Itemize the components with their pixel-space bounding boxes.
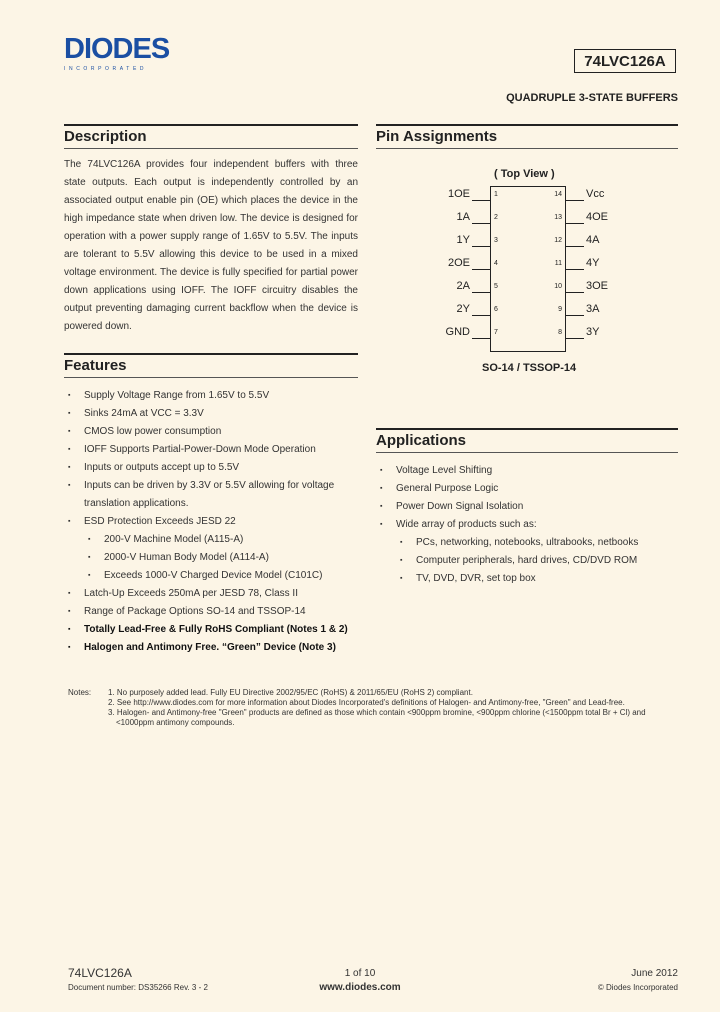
right-pin-number: 10: [554, 283, 562, 290]
list-item: ▪ Halogen and Antimony Free. “Green” Device (Note 3): [64, 639, 358, 657]
features-list: [64, 387, 358, 657]
right-pin-lead: [566, 338, 584, 339]
left-pin-number: 1: [494, 191, 498, 198]
left-pin-number: 7: [494, 329, 498, 336]
left-pin-number: 2: [494, 214, 498, 221]
left-pin-name: 2OE: [447, 257, 470, 269]
left-pin-lead: [472, 200, 490, 201]
pinout-diagram: [376, 160, 678, 380]
list-item: ▪ Latch-Up Exceeds 250mA per JESD 78, Class II: [64, 585, 358, 603]
footer-date: June 2012: [631, 968, 678, 979]
right-pin-lead: [566, 246, 584, 247]
list-item: ▪ Totally Lead-Free & Fully RoHS Compliant (Notes 1 & 2): [64, 621, 358, 639]
list-item: ▪ ESD Protection Exceeds JESD 22: [64, 513, 358, 531]
list-item: ▪ Range of Package Options SO-14 and TSSOP-14: [64, 603, 358, 621]
list-item: ▪ Computer peripherals, hard drives, CD/DVD ROM: [376, 552, 678, 570]
right-pin-number: 8: [558, 329, 562, 336]
left-pin-name: 2A: [456, 280, 470, 292]
list-item: ▪ General Purpose Logic: [376, 480, 678, 498]
list-item: ▪ Inputs or outputs accept up to 5.5V: [64, 459, 358, 477]
left-pin-name: 1OE: [447, 188, 470, 200]
right-pin-lead: [566, 200, 584, 201]
right-pin-name: 4A: [586, 234, 600, 246]
left-pin-lead: [472, 246, 490, 247]
note-line: <1000ppm antimony compounds.: [116, 718, 235, 727]
list-item: ▪ 2000-V Human Body Model (A114-A): [64, 549, 358, 567]
note-line: 1. No purposely added lead. Fully EU Directive 2002/95/EC (RoHS) & 2011/65/EU (RoHS 2) compliant.: [108, 688, 473, 697]
right-pin-lead: [566, 269, 584, 270]
right-pin-name: 3Y: [586, 326, 600, 338]
list-item: ▪ TV, DVD, DVR, set top box: [376, 570, 678, 588]
pin-assignments-section: [376, 124, 678, 149]
left-pin-name: 1A: [456, 211, 470, 223]
description-section: [64, 124, 358, 336]
right-pin-number: 12: [554, 237, 562, 244]
list-item: ▪ Exceeds 1000-V Charged Device Model (C101C): [64, 567, 358, 585]
left-pin-lead: [472, 223, 490, 224]
left-pin-name: GND: [445, 326, 470, 338]
right-pin-name: 3A: [586, 303, 600, 315]
left-pin-number: 5: [494, 283, 498, 290]
right-pin-lead: [566, 292, 584, 293]
list-item: ▪ Wide array of products such as:: [376, 516, 678, 534]
package-label: SO-14 / TSSOP-14: [482, 362, 577, 374]
applications-heading: Applications: [376, 428, 678, 453]
applications-section: [376, 428, 678, 588]
right-pin-number: 13: [554, 214, 562, 221]
right-pin-number: 14: [554, 191, 562, 198]
note-line: 3. Halogen- and Antimony-free "Green" products are defined as those which contain <900ppm bromine, <900ppm chlorine (<1500ppm total Br + Cl) and: [108, 708, 646, 717]
document-subtitle: QUADRUPLE 3-STATE BUFFERS: [506, 92, 678, 104]
right-pin-name: 4OE: [586, 211, 609, 223]
left-pin-number: 4: [494, 260, 498, 267]
list-item: ▪ Sinks 24mA at VCC = 3.3V: [64, 405, 358, 423]
left-pin-lead: [472, 315, 490, 316]
part-number-box: 74LVC126A: [574, 49, 676, 73]
footer-page: 1 of 10: [344, 968, 376, 979]
right-pin-name: 4Y: [586, 257, 600, 269]
top-view-label: ( Top View ): [494, 168, 555, 180]
ic-package-outline: [490, 186, 566, 352]
list-item: ▪ PCs, networking, notebooks, ultrabooks, netbooks: [376, 534, 678, 552]
right-pin-number: 11: [554, 260, 562, 267]
description-heading: Description: [64, 124, 358, 149]
logo-subtitle: INCORPORATED: [64, 66, 148, 72]
left-pin-name: 1Y: [456, 234, 470, 246]
left-pin-lead: [472, 338, 490, 339]
notes-label: Notes:: [68, 688, 92, 697]
left-pin-name: 2Y: [456, 303, 470, 315]
footer-part: 74LVC126A: [68, 966, 132, 980]
footer-copyright: © Diodes Incorporated: [597, 983, 678, 992]
logo-word: DIODES: [64, 33, 170, 65]
left-pin-lead: [472, 269, 490, 270]
pin-assignments-heading: Pin Assignments: [376, 124, 678, 149]
list-item: ▪ IOFF Supports Partial-Power-Down Mode Operation: [64, 441, 358, 459]
applications-list: [376, 462, 678, 588]
list-item: ▪ 200-V Machine Model (A115-A): [64, 531, 358, 549]
left-pin-number: 6: [494, 306, 498, 313]
features-heading: Features: [64, 353, 358, 378]
left-pin-lead: [472, 292, 490, 293]
diodes-logo: [64, 34, 194, 74]
left-pin-number: 3: [494, 237, 498, 244]
footer-website[interactable]: www.diodes.com: [319, 982, 401, 993]
list-item: ▪ Inputs can be driven by 3.3V or 5.5V allowing for voltage translation applications.: [64, 477, 358, 513]
note-line: 2. See http://www.diodes.com for more information about Diodes Incorporated's definitions of Halogen- and Antimony-free, "Green" and Lead-free.: [108, 698, 625, 707]
features-section: [64, 353, 358, 657]
right-pin-number: 9: [558, 306, 562, 313]
notes-lines: [108, 688, 680, 728]
list-item: ▪ CMOS low power consumption: [64, 423, 358, 441]
right-pin-name: Vcc: [586, 188, 605, 200]
description-text: The 74LVC126A provides four independent buffers with three state outputs. Each output is independently controlled by an associated output enable pin (OE) which places the device in the high impedance state when driven low. The device is designed for operation with a power supply range of 1.65V to 5.5V. The inputs are tolerant to 5.5V allowing this device to be used in a mixed voltage environment. The device is fully specified for partial power down applications using IOFF. The IOFF circuitry disables the output preventing damaging current backflow when the device is powered down.: [64, 159, 358, 332]
footer-doc-number: Document number: DS35266 Rev. 3 - 2: [68, 983, 208, 992]
list-item: ▪ Power Down Signal Isolation: [376, 498, 678, 516]
list-item: ▪ Voltage Level Shifting: [376, 462, 678, 480]
right-pin-lead: [566, 223, 584, 224]
right-pin-lead: [566, 315, 584, 316]
list-item: ▪ Supply Voltage Range from 1.65V to 5.5V: [64, 387, 358, 405]
right-pin-name: 3OE: [586, 280, 609, 292]
